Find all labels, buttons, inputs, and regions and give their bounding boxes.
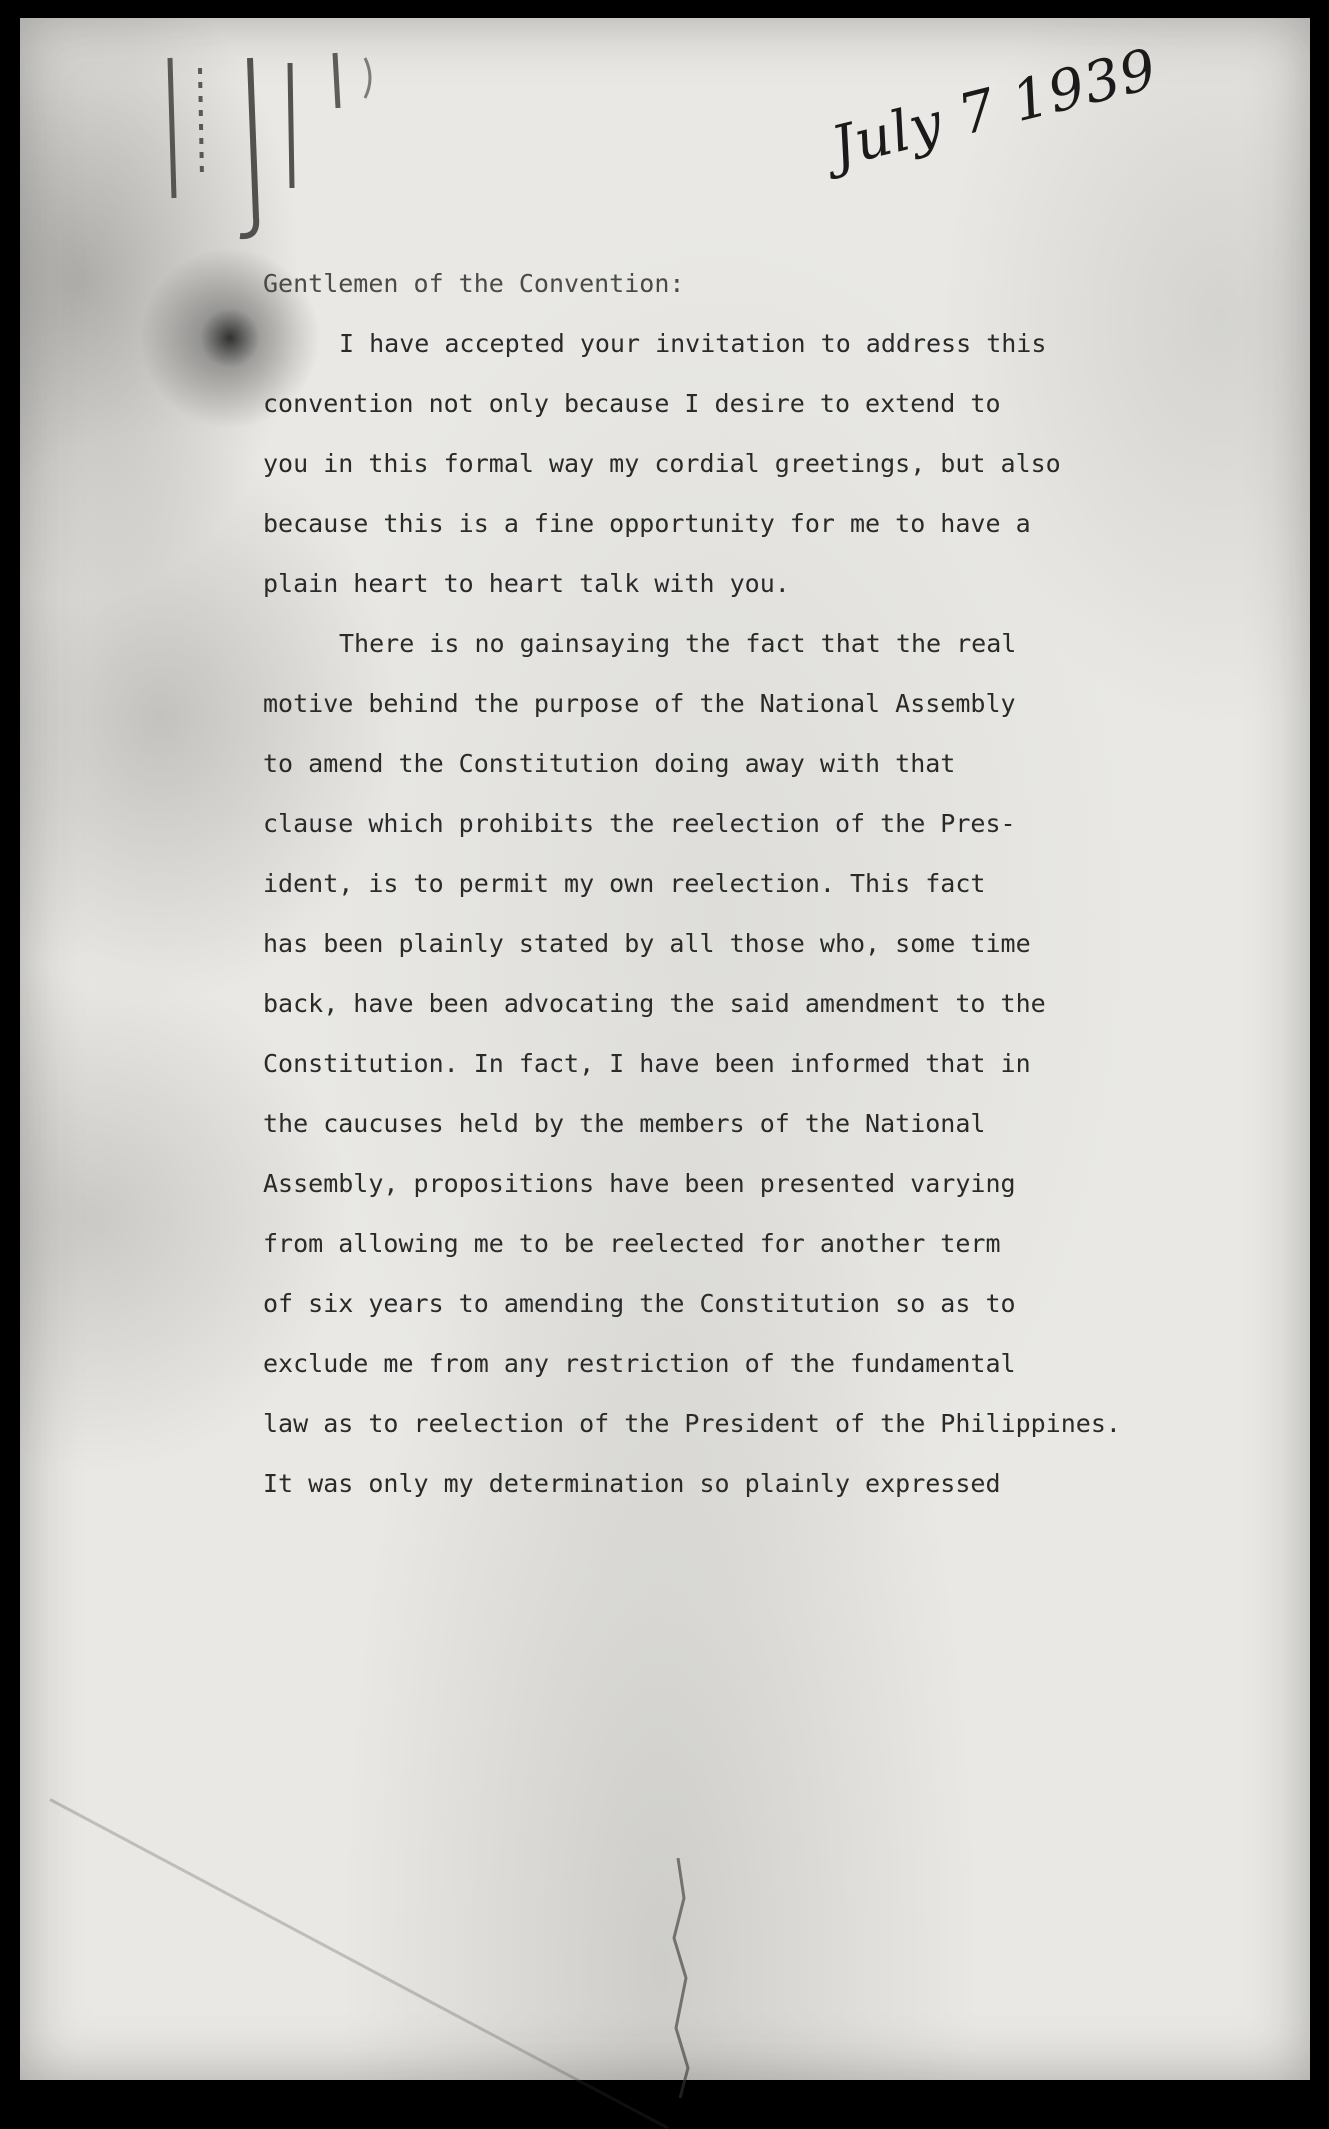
text-line: Constitution. In fact, I have been informed that in — [263, 1049, 1031, 1078]
text-line: has been plainly stated by all those who, some time — [263, 929, 1031, 958]
text-line: to amend the Constitution doing away with that — [263, 749, 956, 778]
text-line: motive behind the purpose of the National Assembly — [263, 689, 1016, 718]
text-line: plain heart to heart talk with you. — [263, 569, 790, 598]
ink-marks — [140, 48, 400, 248]
fold-crease — [49, 1798, 668, 2129]
text-line: of six years to amending the Constitution so as to — [263, 1289, 1016, 1318]
text-line: clause which prohibits the reelection of the Pres- — [263, 809, 1016, 838]
text-line: back, have been advocating the said amendment to the — [263, 989, 1046, 1018]
handwritten-date: July 7 1939 — [825, 36, 1164, 181]
text-line: you in this formal way my cordial greetings, but also — [263, 449, 1061, 478]
text-line: I have accepted your invitation to address this — [339, 329, 1047, 358]
text-line: because this is a fine opportunity for me to have a — [263, 509, 1031, 538]
text-line: from allowing me to be reelected for another term — [263, 1229, 1001, 1258]
typed-letter-body — [263, 254, 1163, 1514]
text-line: the caucuses held by the members of the National — [263, 1109, 986, 1138]
text-line: convention not only because I desire to extend to — [263, 389, 1001, 418]
text-line: It was only my determination so plainly expressed — [263, 1469, 1001, 1498]
text-line: Assembly, propositions have been presented varying — [263, 1169, 1016, 1198]
text-line: law as to reelection of the President of the Philippines. — [263, 1409, 1121, 1438]
paper-tear — [660, 1858, 700, 2098]
text-line: exclude me from any restriction of the fundamental — [263, 1349, 1016, 1378]
text-line: There is no gainsaying the fact that the real — [339, 629, 1017, 658]
document-page — [20, 18, 1310, 2080]
salutation: Gentlemen of the Convention: — [263, 269, 685, 298]
text-line: ident, is to permit my own reelection. This fact — [263, 869, 986, 898]
